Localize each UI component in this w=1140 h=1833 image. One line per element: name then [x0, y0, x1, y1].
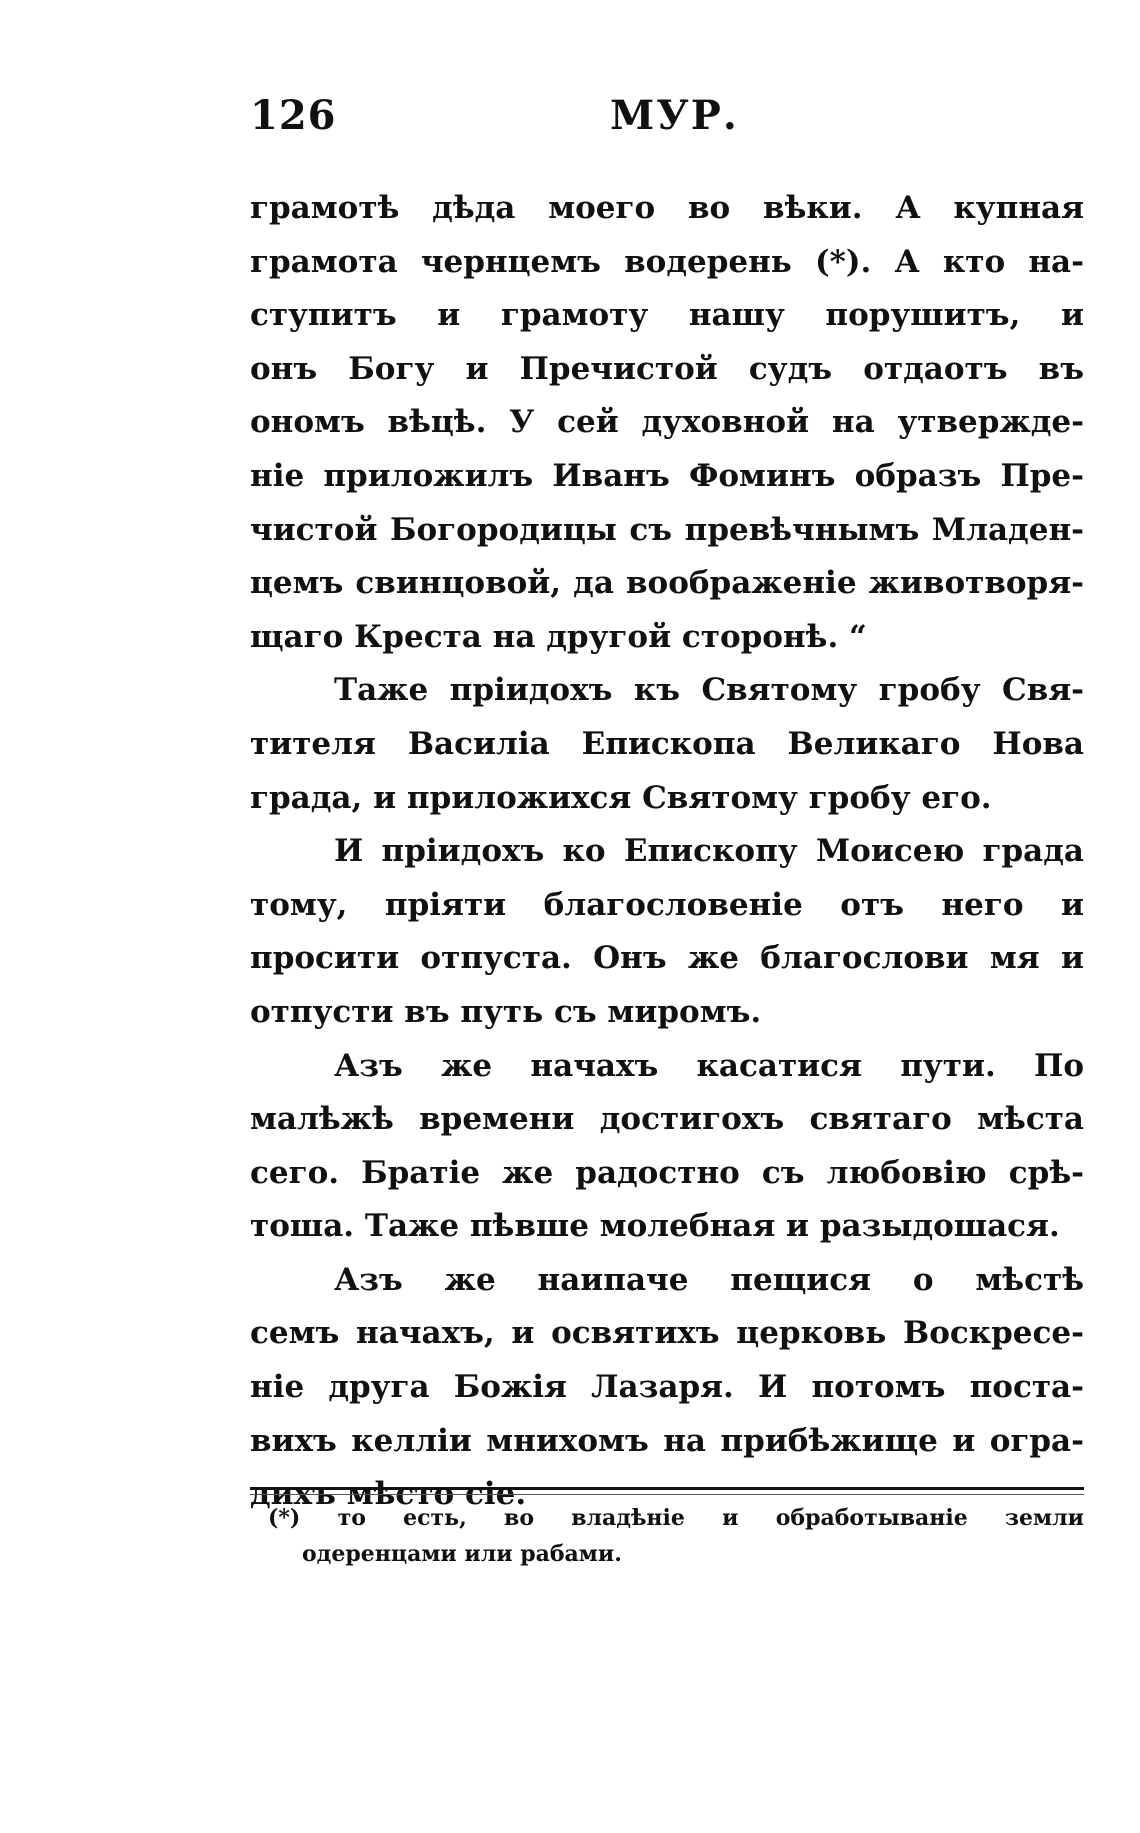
text-line: тому, пріяти благословеніе отъ него и	[250, 886, 1084, 923]
paragraph-start: И пріидохъ ко Епископу Моисею града	[334, 833, 1084, 870]
text-line: малѣжѣ времени достигохъ святаго мѣста	[250, 1101, 1084, 1138]
text-line: тителя Василіа Епископа Великаго Нова	[250, 725, 1084, 762]
paragraph-start: Азъ же начахъ касатися пути. По	[334, 1047, 1084, 1084]
text-line: вихъ келліи мнихомъ на прибѣжище и огра-	[250, 1422, 1084, 1459]
text-line: града, и приложихся Святому гробу его.	[250, 779, 992, 816]
text-line: просити отпуста. Онъ же благослови мя и	[250, 940, 1084, 977]
footnote	[268, 1500, 1084, 1572]
text-line: чистой Богородицы съ превѣчнымъ Младен-	[250, 511, 1084, 548]
body-text	[250, 182, 1084, 1522]
text-line: сего. Братіе же радостно съ любовію срѣ-	[250, 1154, 1084, 1191]
footnote-rule	[250, 1487, 1084, 1490]
page-header	[250, 92, 1090, 152]
text-line: ступитъ и грамоту нашу порушитъ, и	[250, 297, 1084, 334]
paragraph-start: Таже пріидохъ къ Святому гробу Свя-	[334, 672, 1084, 709]
text-line: грамота чернцемъ водерень (*). А кто на-	[250, 243, 1084, 280]
running-head: МУР.	[610, 92, 739, 139]
text-line: цемъ свинцовой, да воображеніе животворя-	[250, 565, 1084, 602]
footnote-rule-thin	[250, 1494, 1084, 1495]
footnote-line: (*) то есть, во владѣніе и обработываніе земли	[268, 1505, 1084, 1531]
text-line: грамотѣ дѣда моего во вѣки. А купная	[250, 190, 1084, 226]
text-line: ніе приложилъ Иванъ Фоминъ образъ Пре-	[250, 457, 1084, 494]
footnote-line: одеренцами или рабами.	[302, 1541, 622, 1567]
text-line: отпусти въ путь съ миромъ.	[250, 993, 762, 1030]
text-line: дихъ мѣсто сіе.	[250, 1476, 527, 1513]
paragraph-start: Азъ же наипаче пещися о мѣстѣ	[334, 1261, 1084, 1298]
text-line: ніе друга Божія Лазаря. И потомъ поста-	[250, 1369, 1084, 1406]
text-line: тоша. Таже пѣвше молебная и разыдошася.	[250, 1208, 1060, 1245]
text-line: семъ начахъ, и освятихъ церковь Воскресе-	[250, 1315, 1084, 1352]
text-line: ономъ вѣцѣ. У сей духовной на утвержде-	[250, 404, 1084, 441]
page-number: 126	[250, 92, 337, 139]
text-line: щаго Креста на другой сторонѣ. “	[250, 618, 867, 655]
text-line: онъ Богу и Пречистой судъ отдаотъ въ	[250, 350, 1084, 387]
